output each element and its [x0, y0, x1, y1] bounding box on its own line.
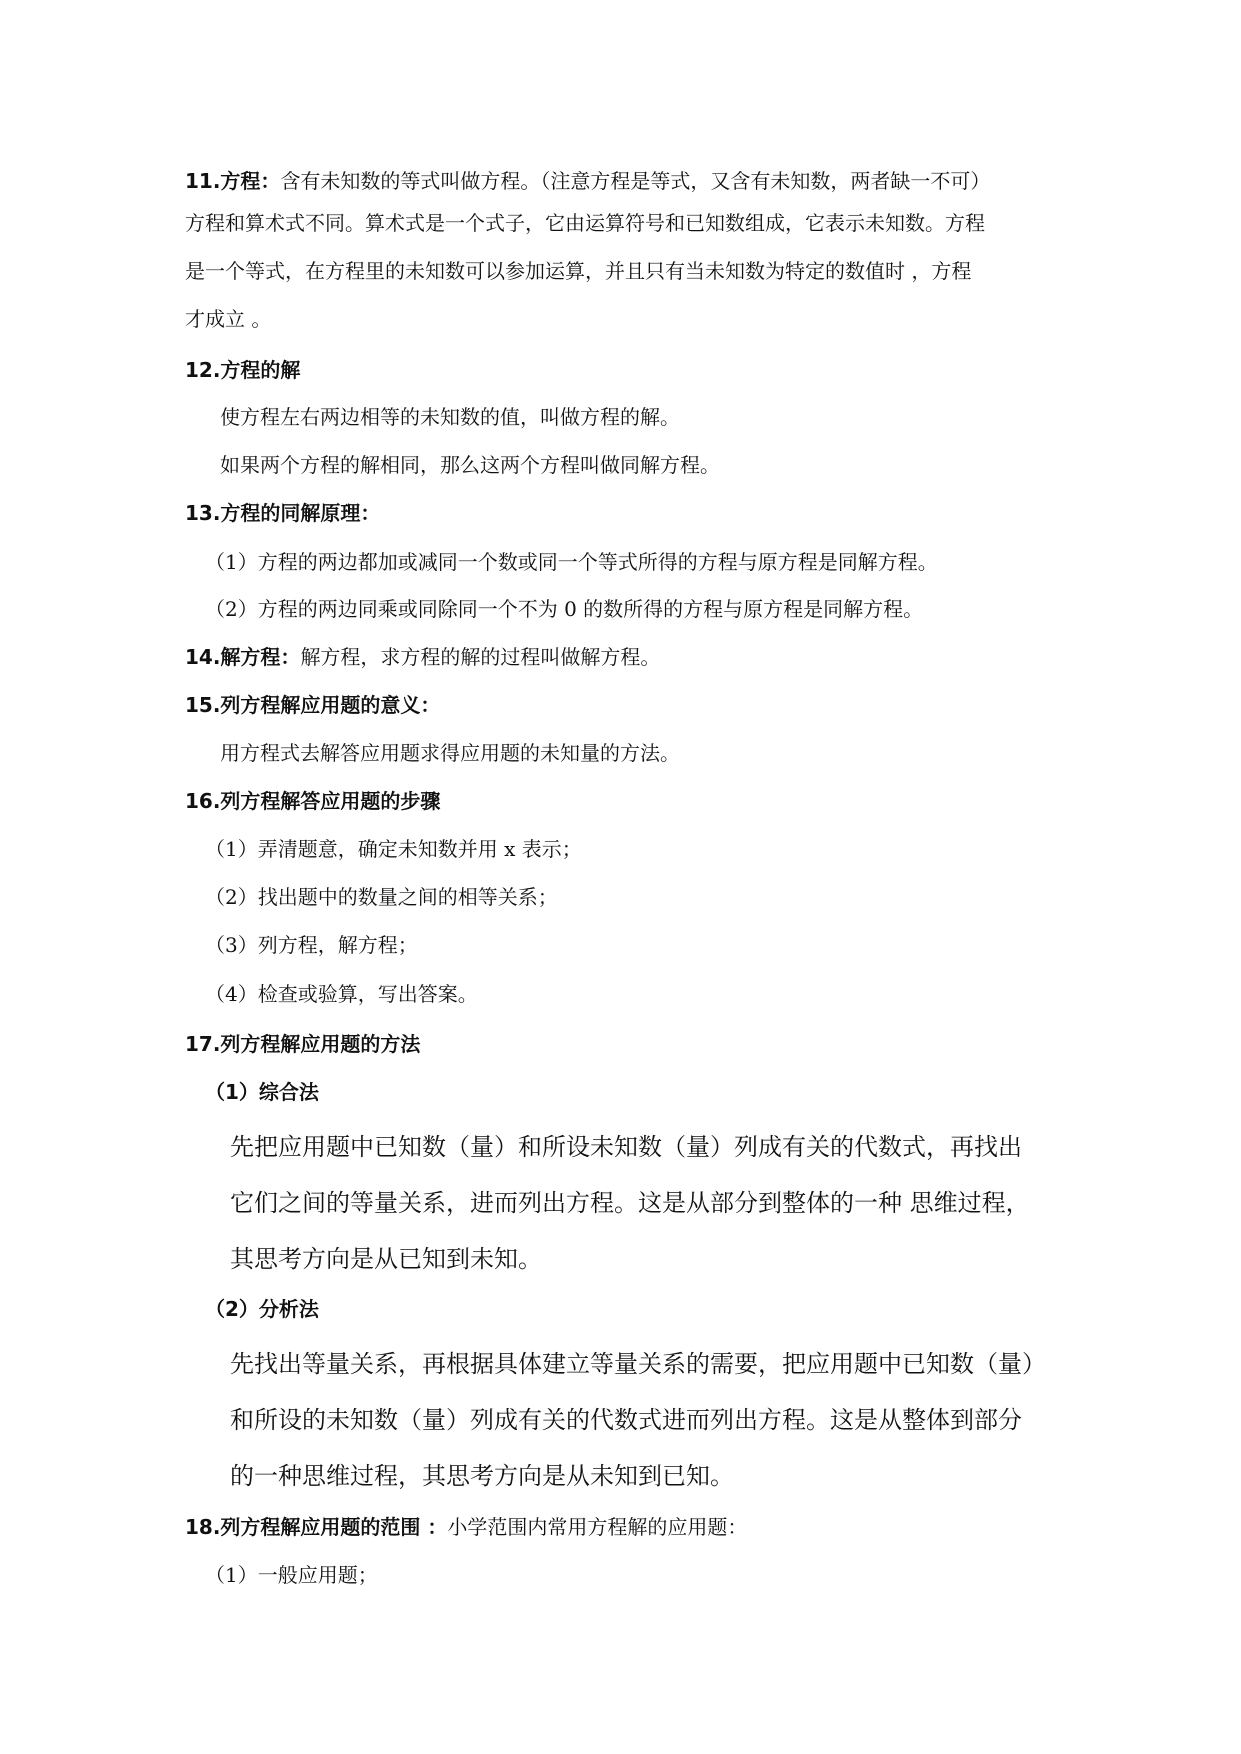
section-13-item: （1）方程的两边都加或减同一个数或同一个等式所得的方程与原方程是同解方程。	[205, 550, 938, 574]
section-11-line-1	[185, 168, 990, 194]
section-17-method-1-line: 其思考方向是从已知到未知。	[230, 1245, 542, 1273]
section-17-method-1-line: 先把应用题中已知数（量）和所设未知数（量）列成有关的代数式，再找出	[230, 1133, 1022, 1161]
section-17-method-2-line: 的一种思维过程，其思考方向是从未知到已知。	[230, 1462, 734, 1490]
section-12-paragraph-2: 如果两个方程的解相同，那么这两个方程叫做同解方程。	[220, 453, 720, 477]
section-14-text: 解方程，求方程的解的过程叫做解方程。	[300, 645, 661, 669]
section-14-line	[185, 644, 660, 670]
section-17-heading: 17.列方程解应用题的方法	[185, 1032, 421, 1056]
section-17-method-2-title: （2）分析法	[205, 1297, 319, 1321]
section-18-text: 小学范围内常用方程解的应用题：	[447, 1515, 748, 1539]
section-17-method-2-line: 先找出等量关系，再根据具体建立等量关系的需要，把应用题中已知数（量）	[230, 1350, 1046, 1378]
section-11-text-4: 才成立 。	[185, 307, 272, 331]
section-11-text-1: 含有未知数的等式叫做方程。（注意方程是等式，又含有未知数，两者缺一不可）	[280, 169, 991, 193]
section-17-method-1-line: 它们之间的等量关系，进而列出方程。这是从部分到整体的一种 思维过程，	[230, 1189, 1030, 1217]
section-14-heading: 14.解方程：	[185, 645, 301, 669]
section-17-method-2-line: 和所设的未知数（量）列成有关的代数式进而列出方程。这是从整体到部分	[230, 1406, 1022, 1434]
section-16-step: （3）列方程，解方程；	[205, 933, 418, 957]
section-11-text-2: 方程和算术式不同。算术式是一个式子，它由运算符号和已知数组成，它表示未知数。方程	[185, 211, 985, 235]
section-18-item: （1）一般应用题；	[205, 1563, 378, 1587]
section-11-heading: 11.方程：	[185, 169, 281, 193]
section-11-text-3: 是一个等式，在方程里的未知数可以参加运算，并且只有当未知数为特定的数值时 ，方程	[185, 259, 972, 283]
section-16-heading: 16.列方程解答应用题的步骤	[185, 789, 441, 813]
section-12-paragraph-1: 使方程左右两边相等的未知数的值，叫做方程的解。	[220, 405, 680, 429]
section-12-heading: 12.方程的解	[185, 358, 301, 382]
section-16-step: （1）弄清题意，确定未知数并用 x 表示；	[205, 837, 582, 861]
section-17-method-1-title: （1）综合法	[205, 1080, 319, 1104]
section-15-heading: 15.列方程解应用题的意义：	[185, 693, 441, 717]
section-13-heading: 13.方程的同解原理：	[185, 501, 381, 525]
section-16-step: （4）检查或验算，写出答案。	[205, 982, 478, 1006]
section-18-line	[185, 1514, 747, 1540]
section-15-text: 用方程式去解答应用题求得应用题的未知量的方法。	[220, 741, 680, 765]
section-16-step: （2）找出题中的数量之间的相等关系；	[205, 885, 558, 909]
section-13-item: （2）方程的两边同乘或同除同一个不为 0 的数所得的方程与原方程是同解方程。	[205, 597, 924, 621]
section-18-heading: 18.列方程解应用题的范围 ：	[185, 1515, 448, 1539]
